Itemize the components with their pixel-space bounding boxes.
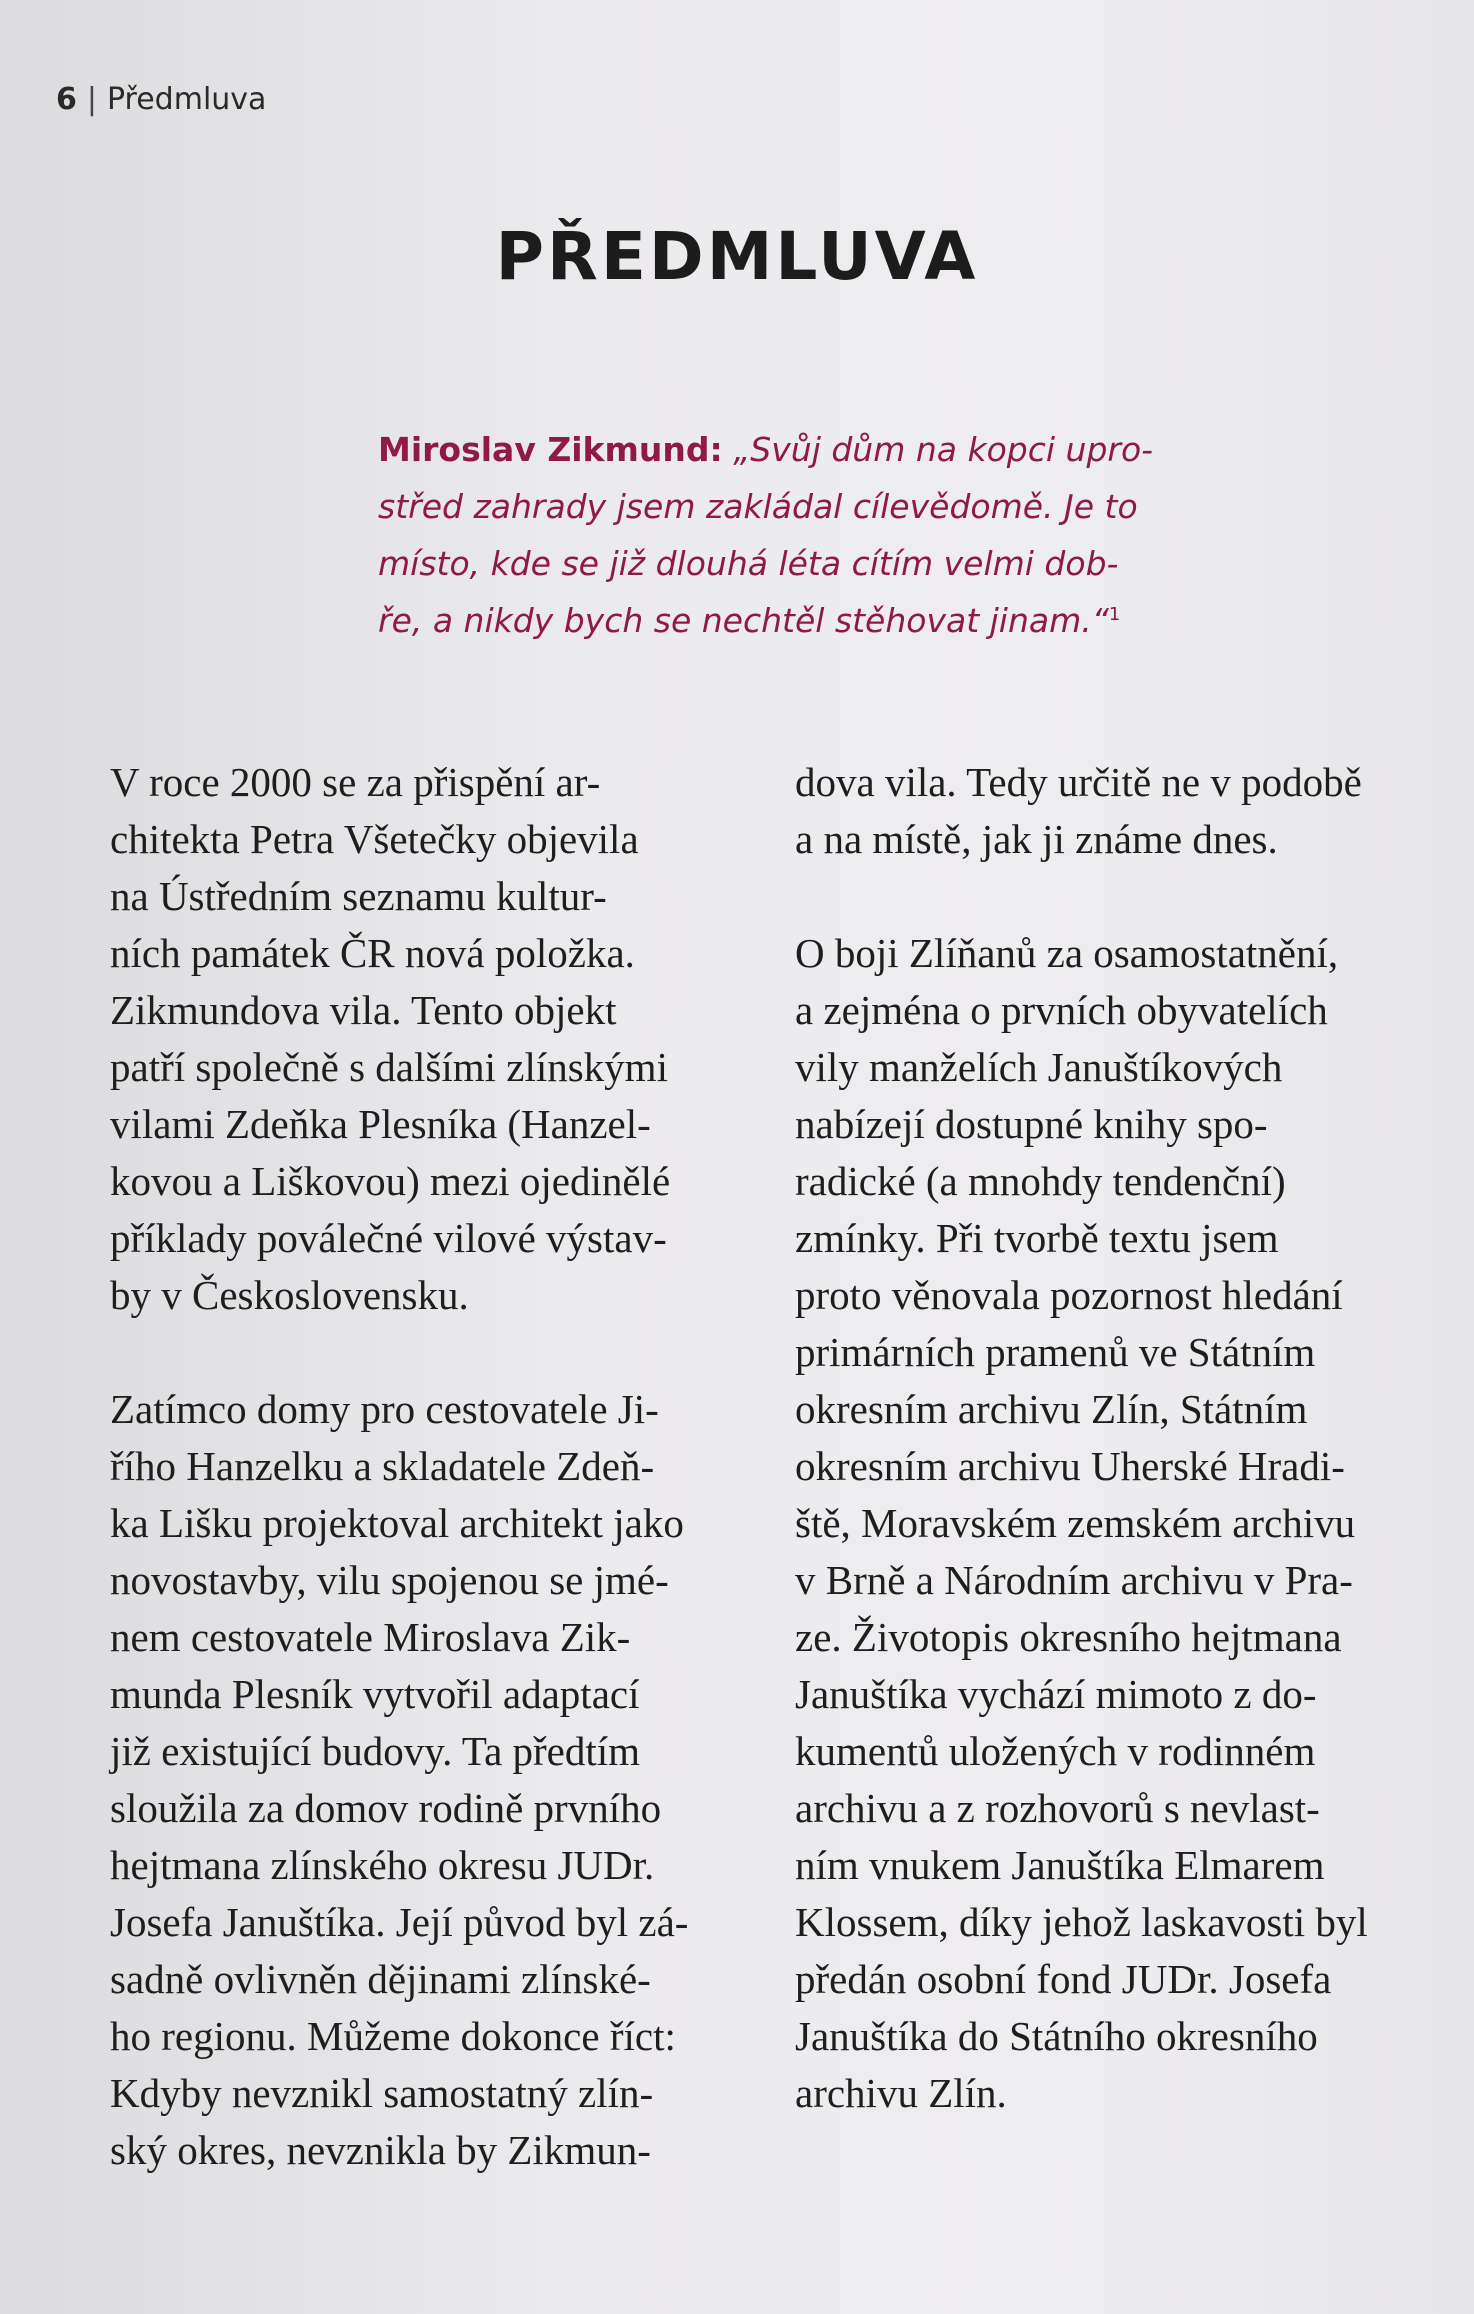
text-line: ních památek ČR nová položka. [110,930,635,976]
text-line: archivu Zlín. [795,2070,1007,2116]
paragraph [795,754,1415,868]
text-line: Klossem, díky jehož laskavosti byl [795,1899,1368,1945]
text-line: zmínky. Při tvorbě textu jsem [795,1215,1279,1261]
epigraph-quote [378,421,1158,649]
text-line: Zatímco domy pro cestovatele Ji- [110,1386,659,1432]
text-column-left [110,754,710,2179]
text-line: řího Hanzelku a skladatele Zdeň- [110,1443,655,1489]
text-line: archivu a z rozhovorů s nevlast- [795,1785,1320,1831]
text-line: hejtmana zlínského okresu JUDr. [110,1842,655,1888]
page-number: 6 [56,82,77,117]
paragraph [110,1381,710,2179]
text-line: a na místě, jak ji známe dnes. [795,816,1278,862]
text-line: nabízejí dostupné knihy spo- [795,1101,1268,1147]
text-line: vilami Zdeňka Plesníka (Hanzel- [110,1101,651,1147]
text-line: chitekta Petra Všetečky objevila [110,816,639,862]
text-line: předán osobní fond JUDr. Josefa [795,1956,1332,2002]
paragraph-gap [110,1324,710,1381]
text-line: nem cestovatele Miroslava Zik- [110,1614,631,1660]
epigraph-line [378,421,1158,478]
text-line: kovou a Liškovou) mezi ojedinělé [110,1158,671,1204]
text-line: ze. Životopis okresního hejtmana [795,1614,1342,1660]
paragraph [110,754,710,1324]
text-line: kumentů uložených v rodinném [795,1728,1316,1774]
text-line: okresním archivu Zlín, Státním [795,1386,1308,1432]
text-line: příklady poválečné vilové výstav- [110,1215,667,1261]
text-column-right [795,754,1415,2122]
text-line: vily manželích Januštíkových [795,1044,1283,1090]
text-line: by v Československu. [110,1272,469,1318]
paragraph-gap [795,868,1415,925]
text-line: sloužila za domov rodině prvního [110,1785,662,1831]
text-line: munda Plesník vytvořil adaptací [110,1671,640,1717]
text-line: ka Lišku projektoval architekt jako [110,1500,684,1546]
text-line: ský okres, nevznikla by Zikmun- [110,2127,651,2173]
epigraph-line [378,592,1158,649]
text-line: Kdyby nevznikl samostatný zlín- [110,2070,654,2116]
text-line: v Brně a Národním archivu v Pra- [795,1557,1353,1603]
text-line: dova vila. Tedy určitě ne v podobě [795,759,1362,805]
epigraph-text: „Svůj dům na kopci upro- [733,430,1154,469]
text-line: Januštíka vychází mimoto z do- [795,1671,1317,1717]
text-line: Zikmundova vila. Tento objekt [110,987,617,1033]
epigraph-author: Miroslav Zikmund: [378,430,723,469]
header-separator: | [86,82,97,117]
footnote-mark: 1 [1108,604,1121,625]
text-line: okresním archivu Uherské Hradi- [795,1443,1345,1489]
text-line: ho regionu. Můžeme dokonce říct: [110,2013,676,2059]
text-line: Januštíka do Státního okresního [795,2013,1318,2059]
text-line: a zejména o prvních obyvatelích [795,987,1328,1033]
text-line: na Ústředním seznamu kultur- [110,873,607,919]
text-line: novostavby, vilu spojenou se jmé- [110,1557,669,1603]
epigraph-line: střed zahrady jsem zakládal cílevědomě. Je to [378,487,1138,526]
text-line: primárních pramenů ve Státním [795,1329,1316,1375]
text-line: patří společně s dalšími zlínskými [110,1044,668,1090]
text-line: ště, Moravském zemském archivu [795,1500,1356,1546]
epigraph-line: místo, kde se již dlouhá léta cítím velmi dob- [378,544,1119,583]
text-line: radické (a mnohdy tendenční) [795,1158,1286,1204]
text-line: proto věnovala pozornost hledání [795,1272,1343,1318]
running-header [56,82,266,117]
text-line: Josefa Januštíka. Její původ byl zá- [110,1899,689,1945]
paragraph [795,925,1415,2122]
text-line: již existující budovy. Ta předtím [110,1728,641,1774]
section-name: Předmluva [106,82,267,117]
text-line: ním vnukem Januštíka Elmarem [795,1842,1325,1888]
page-title: PŘEDMLUVA [495,218,979,295]
epigraph-text: ře, a nikdy bych se nechtěl stěhovat jinam.“ [378,601,1109,640]
text-line: O boji Zlíňanů za osamostatnění, [795,930,1339,976]
text-line: V roce 2000 se za přispění ar- [110,759,601,805]
text-line: sadně ovlivněn dějinami zlínské- [110,1956,651,2002]
